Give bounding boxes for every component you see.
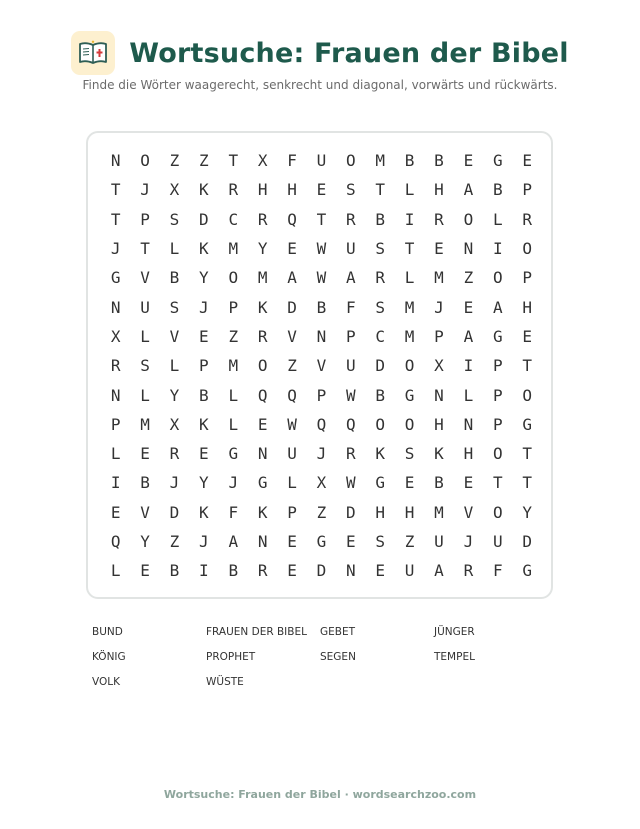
- grid-cell[interactable]: J: [316, 444, 327, 464]
- grid-cell[interactable]: T: [228, 151, 239, 171]
- header: [0, 28, 640, 78]
- grid-cell[interactable]: R: [169, 444, 180, 464]
- grid-cell[interactable]: J: [434, 297, 444, 317]
- word-list-item: JÜNGER: [434, 626, 475, 638]
- word-list-item: BUND: [92, 626, 123, 638]
- grid-cell[interactable]: M: [404, 326, 415, 346]
- grid-cell[interactable]: U: [434, 532, 444, 551]
- grid-cell[interactable]: M: [228, 356, 239, 376]
- grid-cell[interactable]: F: [287, 151, 297, 171]
- grid-cell[interactable]: N: [316, 326, 327, 346]
- grid-cell[interactable]: M: [228, 239, 239, 259]
- grid-cell[interactable]: S: [375, 297, 386, 317]
- grid-cell[interactable]: G: [492, 326, 503, 346]
- grid-cell[interactable]: R: [463, 561, 474, 581]
- grid-cell[interactable]: Q: [287, 385, 297, 405]
- grid-cell[interactable]: E: [522, 151, 532, 171]
- grid-cell[interactable]: S: [169, 297, 180, 317]
- grid-cell[interactable]: D: [522, 532, 532, 551]
- grid-cell[interactable]: A: [434, 561, 444, 581]
- grid-cell[interactable]: P: [287, 502, 297, 522]
- grid-cell[interactable]: R: [257, 326, 268, 346]
- grid-cell[interactable]: T: [404, 239, 415, 259]
- grid-cell[interactable]: A: [228, 532, 239, 551]
- grid-cell[interactable]: S: [346, 180, 356, 200]
- grid-cell[interactable]: Y: [199, 268, 209, 288]
- grid-cell[interactable]: I: [199, 561, 209, 581]
- grid-cell[interactable]: X: [434, 356, 444, 376]
- grid-cell[interactable]: T: [375, 180, 386, 200]
- grid-cell[interactable]: L: [404, 268, 415, 288]
- grid-cell[interactable]: T: [316, 209, 327, 229]
- grid-cell[interactable]: T: [522, 473, 532, 493]
- grid-cell[interactable]: Z: [169, 151, 180, 171]
- grid-cell[interactable]: P: [199, 356, 209, 376]
- grid-cell[interactable]: T: [110, 209, 121, 229]
- grid-cell[interactable]: K: [257, 502, 268, 522]
- grid-cell[interactable]: I: [492, 239, 503, 259]
- word-list-item: GEBET: [320, 626, 356, 638]
- grid-cell[interactable]: B: [169, 268, 180, 288]
- grid-cell[interactable]: L: [140, 385, 150, 405]
- grid-cell[interactable]: E: [140, 444, 150, 464]
- grid-cell[interactable]: B: [434, 473, 444, 493]
- grid-cell[interactable]: X: [169, 180, 180, 200]
- grid-cell[interactable]: N: [434, 385, 444, 405]
- page-title: Wortsuche: Frauen der Bibel: [129, 37, 569, 69]
- grid-cell[interactable]: H: [434, 180, 444, 200]
- grid-cell[interactable]: R: [346, 209, 356, 229]
- grid-cell[interactable]: V: [316, 356, 327, 376]
- grid-cell[interactable]: V: [169, 326, 180, 346]
- grid-cell[interactable]: X: [316, 473, 327, 493]
- grid-cell[interactable]: U: [346, 356, 356, 376]
- grid-cell[interactable]: L: [228, 385, 239, 405]
- word-list-item: VOLK: [92, 676, 120, 688]
- grid-cell[interactable]: B: [140, 473, 150, 493]
- grid-cell[interactable]: E: [199, 444, 209, 464]
- grid-cell[interactable]: N: [257, 444, 268, 464]
- grid-cell[interactable]: P: [346, 326, 356, 346]
- grid-cell[interactable]: G: [375, 473, 386, 493]
- grid-cell[interactable]: J: [199, 532, 209, 551]
- bible-book-icon: [71, 31, 115, 75]
- grid-cell[interactable]: G: [522, 414, 532, 434]
- grid-cell[interactable]: S: [140, 356, 150, 376]
- grid-cell[interactable]: M: [434, 502, 444, 522]
- grid-cell[interactable]: X: [169, 414, 180, 434]
- grid-cell[interactable]: B: [199, 385, 209, 405]
- grid-cell[interactable]: J: [169, 473, 180, 493]
- grid-cell[interactable]: E: [463, 473, 474, 493]
- grid-cell[interactable]: Y: [140, 532, 150, 551]
- grid-cell[interactable]: U: [492, 532, 503, 551]
- grid-cell[interactable]: S: [169, 209, 180, 229]
- grid-cell[interactable]: E: [434, 239, 444, 259]
- grid-cell[interactable]: E: [287, 532, 297, 551]
- grid-cell[interactable]: E: [316, 180, 327, 200]
- grid-cell[interactable]: D: [169, 502, 180, 522]
- grid-cell[interactable]: Q: [110, 532, 121, 551]
- grid-cell[interactable]: O: [346, 151, 356, 171]
- grid-cell[interactable]: K: [199, 414, 209, 434]
- grid-cell[interactable]: L: [169, 239, 180, 259]
- grid-cell[interactable]: E: [522, 326, 532, 346]
- grid-cell[interactable]: L: [404, 180, 415, 200]
- grid-cell[interactable]: H: [404, 502, 415, 522]
- word-list: [92, 626, 552, 701]
- grid-cell[interactable]: C: [228, 209, 239, 229]
- grid-cell[interactable]: P: [110, 414, 121, 434]
- grid-cell[interactable]: Z: [287, 356, 297, 376]
- grid-cell[interactable]: O: [404, 414, 415, 434]
- grid-cell[interactable]: M: [140, 414, 150, 434]
- grid-cell[interactable]: O: [375, 414, 386, 434]
- grid-cell[interactable]: C: [375, 326, 386, 346]
- grid-cell[interactable]: N: [110, 385, 121, 405]
- grid-cell[interactable]: N: [463, 239, 474, 259]
- footer: Wortsuche: Frauen der Bibel · wordsearchzoo.com: [163, 788, 477, 801]
- grid-cell[interactable]: R: [110, 356, 121, 376]
- grid-cell[interactable]: P: [522, 180, 532, 200]
- grid-cell[interactable]: B: [169, 561, 180, 581]
- grid-cell[interactable]: V: [463, 502, 474, 522]
- grid-cell[interactable]: B: [375, 209, 386, 229]
- grid-cell[interactable]: L: [228, 414, 239, 434]
- grid-cell[interactable]: B: [375, 385, 386, 405]
- grid-cell[interactable]: W: [316, 268, 327, 288]
- grid-cell[interactable]: N: [110, 151, 121, 171]
- grid-cell[interactable]: U: [287, 444, 297, 464]
- grid-cell[interactable]: P: [140, 209, 150, 229]
- grid-cell[interactable]: D: [287, 297, 297, 317]
- word-list-item: SEGEN: [320, 651, 356, 663]
- grid-cell[interactable]: L: [169, 356, 180, 376]
- grid-cell[interactable]: Q: [287, 209, 297, 229]
- grid-cell[interactable]: E: [140, 561, 150, 581]
- grid-cell[interactable]: O: [522, 385, 532, 405]
- grid-cell[interactable]: H: [257, 180, 268, 200]
- grid-cell[interactable]: D: [316, 561, 327, 581]
- word-list-item: WÜSTE: [206, 676, 244, 688]
- grid-cell[interactable]: E: [110, 502, 121, 522]
- grid-cell[interactable]: P: [228, 297, 239, 317]
- grid-cell[interactable]: U: [316, 151, 327, 171]
- grid-cell[interactable]: G: [522, 561, 532, 581]
- grid-cell[interactable]: P: [434, 326, 444, 346]
- grid-cell[interactable]: P: [492, 385, 503, 405]
- grid-cell[interactable]: B: [228, 561, 239, 581]
- grid-cell[interactable]: K: [434, 444, 444, 464]
- grid-cell[interactable]: S: [375, 239, 386, 259]
- grid-cell[interactable]: K: [375, 444, 386, 464]
- grid-cell[interactable]: L: [287, 473, 297, 493]
- grid-cell[interactable]: L: [140, 326, 150, 346]
- grid-cell[interactable]: B: [434, 151, 444, 171]
- grid-cell[interactable]: Q: [346, 414, 356, 434]
- grid-cell[interactable]: G: [316, 532, 327, 551]
- grid-cell[interactable]: E: [257, 414, 268, 434]
- grid-cell[interactable]: J: [463, 532, 474, 551]
- grid-cell[interactable]: E: [287, 561, 297, 581]
- grid-cell[interactable]: O: [404, 356, 415, 376]
- grid-cell[interactable]: F: [492, 561, 503, 581]
- grid-cell[interactable]: D: [346, 502, 356, 522]
- grid-cell[interactable]: O: [228, 268, 239, 288]
- grid-cell[interactable]: H: [434, 414, 444, 434]
- grid-cell[interactable]: M: [257, 268, 268, 288]
- grid-cell[interactable]: B: [316, 297, 327, 317]
- grid-cell[interactable]: T: [522, 444, 532, 464]
- grid-cell[interactable]: J: [110, 239, 121, 259]
- grid-cell[interactable]: E: [404, 473, 415, 493]
- grid-cell[interactable]: N: [346, 561, 356, 581]
- grid-cell[interactable]: R: [434, 209, 444, 229]
- grid-cell[interactable]: E: [346, 532, 356, 551]
- grid-cell[interactable]: G: [228, 444, 239, 464]
- grid-cell[interactable]: M: [434, 268, 444, 288]
- grid-cell[interactable]: E: [287, 239, 297, 259]
- grid-cell[interactable]: B: [492, 180, 503, 200]
- grid-cell[interactable]: A: [287, 268, 297, 288]
- grid-cell[interactable]: P: [522, 268, 532, 288]
- grid-cell[interactable]: O: [257, 356, 268, 376]
- grid-cell[interactable]: I: [110, 473, 121, 493]
- grid-cell[interactable]: L: [492, 209, 503, 229]
- grid-cell[interactable]: K: [199, 239, 209, 259]
- grid-cell[interactable]: L: [463, 385, 474, 405]
- grid-cell[interactable]: P: [492, 414, 503, 434]
- grid-cell[interactable]: R: [522, 209, 532, 229]
- grid-cell[interactable]: K: [199, 180, 209, 200]
- grid-cell[interactable]: S: [375, 532, 386, 551]
- grid-cell[interactable]: B: [404, 151, 415, 171]
- grid-cell[interactable]: A: [463, 326, 474, 346]
- grid-cell[interactable]: R: [228, 180, 239, 200]
- grid-cell[interactable]: X: [257, 151, 268, 171]
- grid-cell[interactable]: V: [140, 502, 150, 522]
- grid-cell[interactable]: O: [522, 239, 532, 259]
- grid-cell[interactable]: D: [375, 356, 386, 376]
- grid-cell[interactable]: F: [346, 297, 356, 317]
- grid-cell[interactable]: H: [463, 444, 474, 464]
- grid-cell[interactable]: N: [463, 414, 474, 434]
- grid-cell[interactable]: T: [140, 239, 150, 259]
- grid-cell[interactable]: G: [257, 473, 268, 493]
- grid-cell[interactable]: K: [257, 297, 268, 317]
- grid-cell[interactable]: R: [346, 444, 356, 464]
- grid-cell[interactable]: M: [375, 151, 386, 171]
- grid-cell[interactable]: I: [404, 209, 415, 229]
- grid-cell[interactable]: Y: [257, 239, 268, 259]
- grid-cell[interactable]: S: [404, 444, 415, 464]
- grid-cell[interactable]: V: [140, 268, 150, 288]
- grid-cell[interactable]: Z: [404, 532, 415, 551]
- grid-cell[interactable]: Y: [199, 473, 209, 493]
- grid-cell[interactable]: F: [228, 502, 239, 522]
- grid-cell[interactable]: O: [492, 444, 503, 464]
- grid-cell[interactable]: I: [463, 356, 474, 376]
- grid-cell[interactable]: R: [257, 561, 268, 581]
- grid-cell[interactable]: Y: [169, 385, 180, 405]
- grid-cell[interactable]: K: [199, 502, 209, 522]
- grid-cell[interactable]: W: [346, 385, 356, 405]
- grid-cell[interactable]: Q: [257, 385, 268, 405]
- grid-cell[interactable]: V: [287, 326, 297, 346]
- grid-cell[interactable]: A: [346, 268, 356, 288]
- grid-cell[interactable]: T: [110, 180, 121, 200]
- grid-cell[interactable]: O: [463, 209, 474, 229]
- grid-cell[interactable]: H: [287, 180, 297, 200]
- grid-cell[interactable]: U: [404, 561, 415, 581]
- grid-cell[interactable]: W: [346, 473, 356, 493]
- grid-cell[interactable]: T: [492, 473, 503, 493]
- grid-cell[interactable]: H: [375, 502, 386, 522]
- grid-cell[interactable]: J: [199, 297, 209, 317]
- grid-cell[interactable]: Z: [463, 268, 474, 288]
- instructions: Finde die Wörter waagerecht, senkrecht und diagonal, vorwärts und rückwärts.: [82, 78, 558, 92]
- grid-cell[interactable]: G: [110, 268, 121, 288]
- grid-cell[interactable]: J: [140, 180, 150, 200]
- grid-cell[interactable]: E: [199, 326, 209, 346]
- word-list-item: KÖNIG: [92, 651, 126, 663]
- grid-cell[interactable]: R: [257, 209, 268, 229]
- grid-cell[interactable]: P: [492, 356, 503, 376]
- grid-cell[interactable]: O: [140, 151, 150, 171]
- grid-cell[interactable]: W: [316, 239, 327, 259]
- grid-cell[interactable]: W: [287, 414, 297, 434]
- grid-cell[interactable]: Z: [316, 502, 327, 522]
- grid-cell[interactable]: A: [492, 297, 503, 317]
- grid-cell[interactable]: L: [110, 444, 121, 464]
- grid-cell[interactable]: Z: [199, 151, 209, 171]
- grid-cell[interactable]: G: [404, 385, 415, 405]
- grid-cell[interactable]: A: [463, 180, 474, 200]
- grid-cell[interactable]: G: [492, 151, 503, 171]
- grid-cell[interactable]: M: [404, 297, 415, 317]
- grid-cell[interactable]: X: [110, 326, 121, 346]
- grid-cell[interactable]: U: [346, 239, 356, 259]
- grid-cell[interactable]: E: [463, 297, 474, 317]
- grid-cell[interactable]: T: [522, 356, 532, 376]
- grid-cell[interactable]: P: [316, 385, 327, 405]
- grid-cell[interactable]: N: [257, 532, 268, 551]
- grid-cell[interactable]: L: [110, 561, 121, 581]
- grid-cell[interactable]: O: [492, 502, 503, 522]
- grid-cell[interactable]: Z: [228, 326, 239, 346]
- grid-cell[interactable]: Y: [522, 502, 532, 522]
- grid-cell[interactable]: J: [228, 473, 239, 493]
- word-list-item: PROPHET: [206, 651, 256, 663]
- grid-cell[interactable]: Z: [169, 532, 180, 551]
- grid-cell[interactable]: Q: [316, 414, 327, 434]
- grid-cell[interactable]: E: [375, 561, 386, 581]
- letter-grid: [101, 146, 542, 585]
- grid-cell[interactable]: O: [492, 268, 503, 288]
- grid-cell[interactable]: N: [110, 297, 121, 317]
- grid-cell[interactable]: E: [463, 151, 474, 171]
- word-list-item: TEMPEL: [434, 651, 475, 663]
- grid-cell[interactable]: R: [375, 268, 386, 288]
- grid-cell[interactable]: H: [522, 297, 532, 317]
- grid-cell[interactable]: U: [140, 297, 150, 317]
- grid-cell[interactable]: D: [199, 209, 209, 229]
- word-list-item: FRAUEN DER BIBEL: [206, 626, 307, 638]
